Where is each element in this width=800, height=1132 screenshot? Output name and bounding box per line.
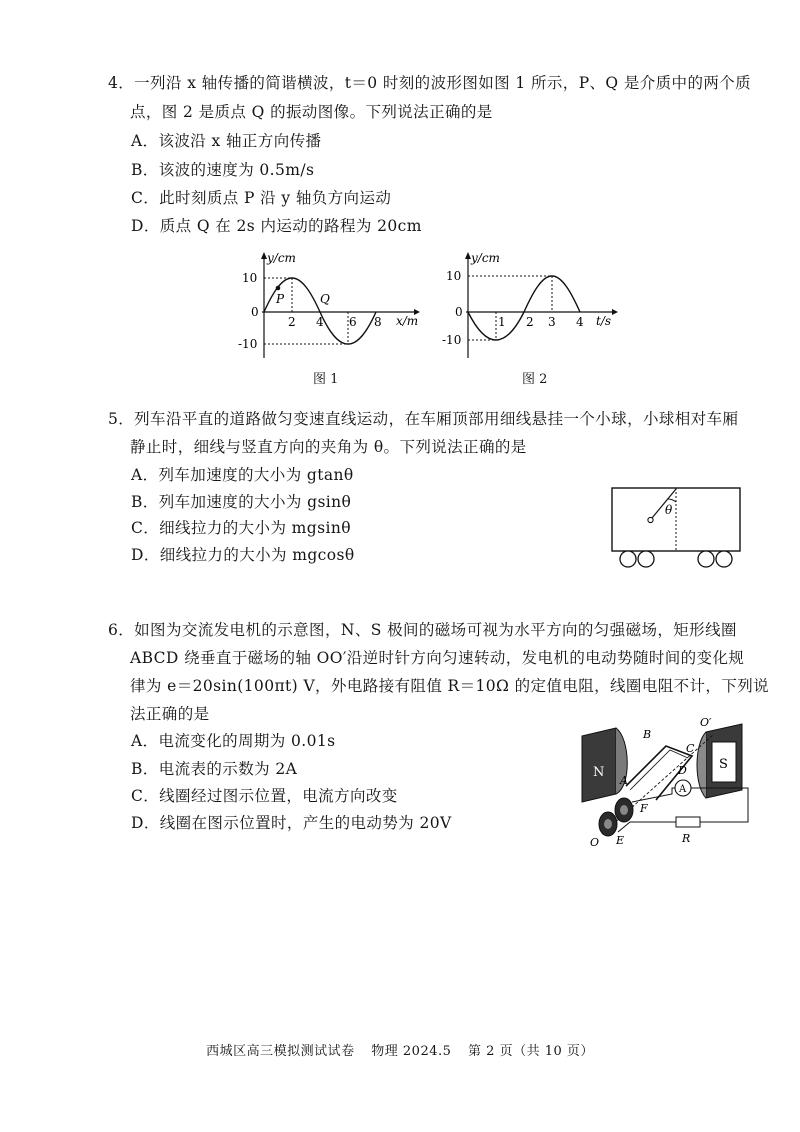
coil-label-b: B	[643, 728, 652, 741]
wheel-2	[638, 551, 654, 567]
q6-option-d: D．线圈在图示位置时，产生的电动势为 20V	[131, 814, 452, 832]
q4-figure-1-wave-graph	[232, 250, 422, 360]
fig1-ytick-neg10: -10	[238, 337, 258, 351]
fig1-label-q: Q	[320, 292, 330, 306]
q5-option-c: C．细线拉力的大小为 mgsinθ	[131, 519, 351, 537]
q5-train-car-figure	[608, 486, 744, 572]
q6-option-b: B．电流表的示数为 2A	[131, 760, 298, 778]
q4-option-a: A．该波沿 x 轴正方向传播	[131, 132, 322, 150]
q6-option-c: C．线圈经过图示位置，电流方向改变	[131, 787, 398, 805]
q4-figure-2-vibration-graph	[436, 250, 626, 360]
fig1-point-p	[276, 286, 281, 291]
fig1-wave-curve	[264, 278, 376, 344]
q5-stem-line-1: 5．列车沿平直的道路做匀变速直线运动，在车厢顶部用细线悬挂一个小球，小球相对车厢	[108, 410, 739, 428]
fig2-xtick-1: 1	[498, 315, 506, 329]
q5-option-a: A．列车加速度的大小为 gtanθ	[131, 466, 354, 484]
fig1-xlabel: x/m	[396, 314, 419, 328]
fig1-ytick-0: 0	[251, 305, 259, 319]
q5-option-d: D．细线拉力的大小为 mgcosθ	[131, 546, 355, 564]
fig1-xtick-8: 8	[374, 315, 382, 329]
q6-option-a: A．电流变化的周期为 0.01s	[131, 732, 336, 750]
ammeter-label: A	[679, 784, 687, 795]
axis-label-o2: O′	[700, 716, 712, 729]
q5-stem-line-2: 静止时，细线与竖直方向的夹角为 θ。下列说法正确的是	[130, 438, 527, 456]
wheel-4	[716, 551, 732, 567]
q6-stem-line-1: 6．如图为交流发电机的示意图，N、S 极间的磁场可视为水平方向的匀强磁场，矩形线圈	[108, 621, 737, 639]
q6-stem-line-3: 律为 e＝20sin(100πt) V，外电路接有阻值 R＝10Ω 的定值电阻，线圈电阻不计，下列说	[130, 677, 770, 695]
fig2-xtick-4: 4	[576, 315, 584, 329]
fig2-x-arrow	[612, 309, 618, 315]
axis-label-o: O	[590, 836, 600, 848]
brush-label-e: E	[616, 834, 625, 847]
fig2-xlabel: t/s	[596, 314, 612, 328]
q4-stem-line-2: 点，图 2 是质点 Q 的振动图像。下列说法正确的是	[130, 103, 493, 121]
hanging-string	[652, 489, 676, 518]
wheel-1	[620, 551, 636, 567]
resistor-label-r: R	[682, 832, 691, 845]
q4-figure-1-caption: 图 1	[313, 372, 339, 387]
fig1-xtick-2: 2	[288, 315, 296, 329]
footer-page-number: 第 2 页（共 10 页）	[468, 1044, 594, 1059]
fig2-ytick-10: 10	[446, 269, 462, 283]
fig2-xtick-2: 2	[526, 315, 534, 329]
fig1-ylabel: y/cm	[267, 251, 296, 265]
q4-option-c: C．此时刻质点 P 沿 y 轴负方向运动	[131, 189, 392, 207]
fig2-vibration-curve	[468, 276, 580, 340]
coil-label-a: A	[620, 774, 628, 787]
pole-s-label: S	[719, 757, 728, 772]
fig1-label-p: P	[276, 292, 285, 306]
pole-n-label: N	[593, 765, 605, 780]
q4-option-b: B．该波的速度为 0.5m/s	[131, 161, 315, 179]
hanging-ball	[648, 517, 653, 522]
fig1-xtick-6: 6	[349, 315, 357, 329]
q4-option-d: D．质点 Q 在 2s 内运动的路程为 20cm	[131, 217, 422, 235]
fig2-ytick-neg10: -10	[442, 333, 462, 347]
fig1-xtick-4: 4	[316, 315, 324, 329]
wheel-3	[698, 551, 714, 567]
coil-label-d: D	[678, 764, 687, 777]
resistor	[676, 817, 700, 827]
brush-label-f: F	[640, 802, 648, 815]
q6-stem-line-4: 法正确的是	[130, 705, 210, 723]
fig1-ytick-10: 10	[242, 271, 258, 285]
fig2-ytick-0: 0	[455, 305, 463, 319]
page-footer	[0, 1040, 800, 1059]
q5-option-b: B．列车加速度的大小为 gsinθ	[131, 493, 352, 511]
coil-label-c: C	[686, 742, 695, 755]
theta-arc	[668, 499, 677, 502]
fig2-xtick-3: 3	[548, 315, 556, 329]
q6-ac-generator-figure	[576, 716, 756, 848]
q4-figure-2-caption: 图 2	[522, 372, 548, 387]
q6-stem-line-2: ABCD 绕垂直于磁场的轴 OO′沿逆时针方向匀速转动，发电机的电动势随时间的变化规	[130, 649, 745, 667]
footer-subject: 物理 2024.5	[371, 1044, 452, 1059]
footer-exam-title: 西城区高三模拟测试试卷	[206, 1044, 355, 1059]
fig2-ylabel: y/cm	[471, 251, 500, 265]
q4-stem-line-1: 4．一列沿 x 轴传播的简谐横波，t＝0 时刻的波形图如图 1 所示，P、Q 是介质中的两个质	[108, 74, 752, 92]
theta-label: θ	[665, 503, 673, 517]
